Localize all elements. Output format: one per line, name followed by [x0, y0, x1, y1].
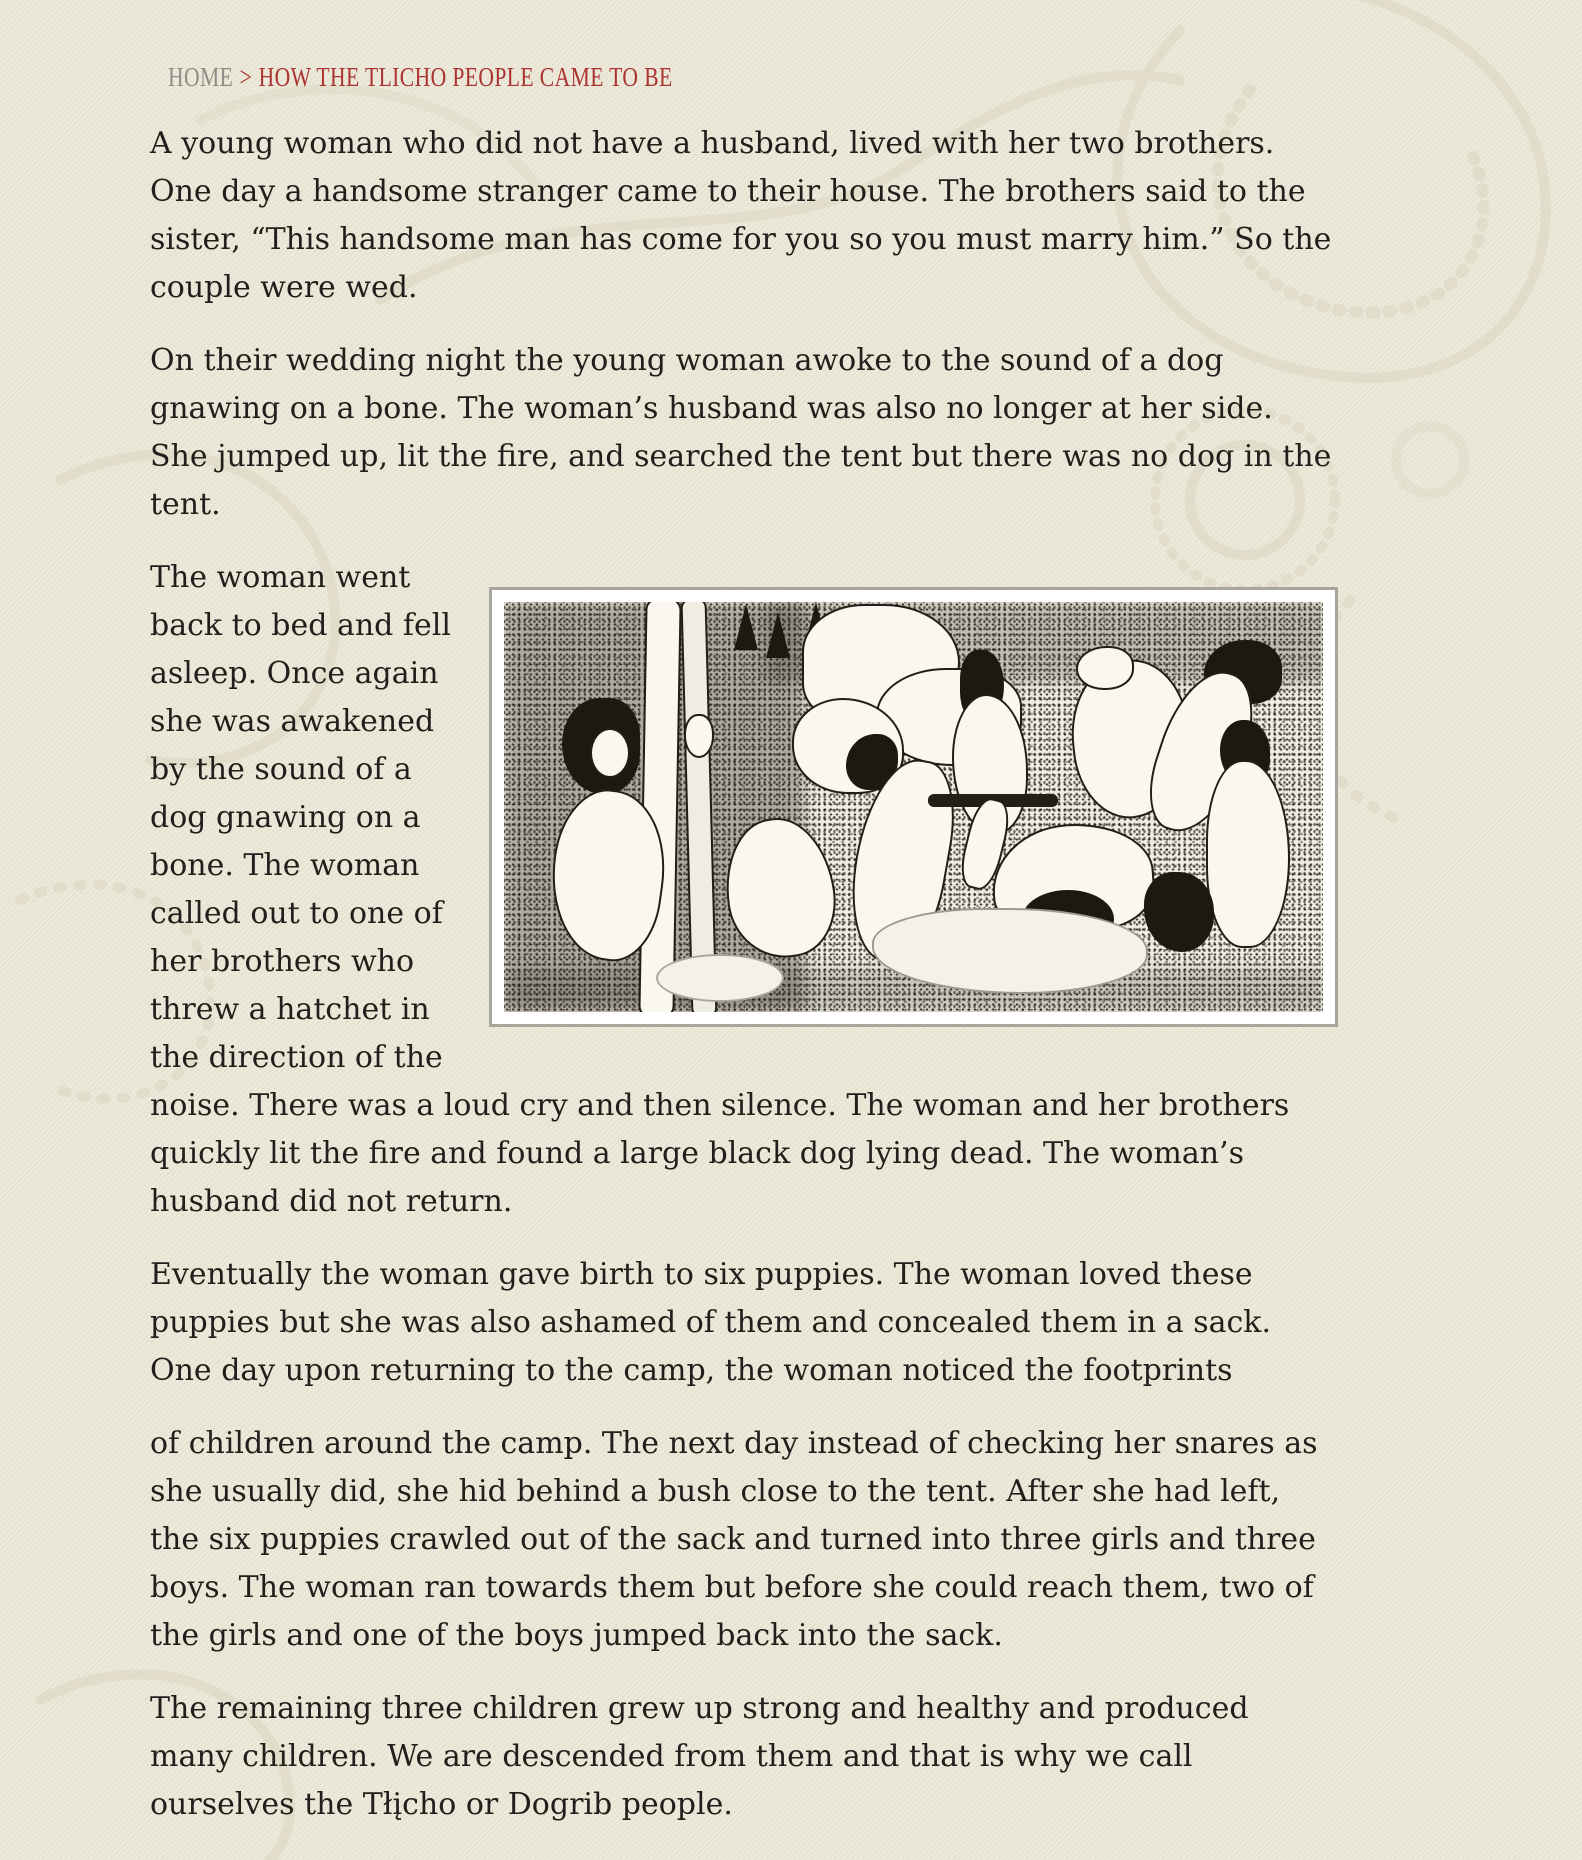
illustration-hanging-pouch — [684, 714, 714, 758]
breadcrumb-separator: > — [239, 62, 253, 92]
illustration-conifer — [734, 604, 758, 650]
illustration-animal-head — [1076, 646, 1134, 690]
breadcrumb — [168, 62, 1104, 92]
story-paragraph — [150, 1251, 1338, 1395]
story-paragraph-text: On their wedding night the young woman awoke to the sound of a dog gnawing on a bone. The woman’s husband was also no longer at her side. She jumped up, lit the fire, and searched the tent but there was no dog in the tent. — [150, 343, 1332, 522]
story-paragraph — [150, 1420, 1338, 1660]
story-paragraph-text: The woman went back to bed and fell asleep. Once again she was awakened by the sound of a dog gnawing on a bone. The woman called out to one of her brothers who threw a hatchet in the direction of the noise. There was a loud cry and then silence. The woman and her brothers quickly lit the fire and found a large black dog lying dead. The woman’s husband did not return. — [150, 560, 1290, 1219]
illustration-ground-patch — [656, 954, 784, 1002]
story-illustration-frame — [489, 587, 1338, 1027]
story-illustration — [504, 602, 1323, 1012]
illustration-dark-patch — [1144, 872, 1214, 952]
story-paragraph-text: The remaining three children grew up strong and healthy and produced many children. We are descended from them and that is why we call ourselves the Tłįcho or Dogrib people. — [150, 1691, 1249, 1822]
story-paragraph — [150, 120, 1338, 312]
illustration-child-face — [590, 728, 630, 778]
story-paragraph — [150, 337, 1338, 529]
story-paragraph-text: Eventually the woman gave birth to six puppies. The woman loved these puppies but she was also ashamed of them and concealed them in a sack. One day upon returning to the camp, the woman noticed the footprints — [150, 1257, 1272, 1388]
illustration-standing-child — [1206, 760, 1290, 948]
story-paragraph-text: of children around the camp. The next day instead of checking her snares as she usually did, she hid behind a bush close to the tent. After she had left, the six puppies crawled out of the sack and turned into three girls and three boys. The woman ran towards them but before she could reach them, two of the girls and one of the boys jumped back into the sack. — [150, 1426, 1318, 1653]
illustration-conifer — [766, 612, 790, 658]
breadcrumb-home-link[interactable]: HOME — [168, 62, 234, 92]
story-paragraph — [150, 554, 1338, 1226]
story-paragraph-text: A young woman who did not have a husband, lived with her two brothers. One day a handsome stranger came to their house. The brothers said to the sister, “This handsome man has come for you so you must marry him.” So the couple were wed. — [150, 126, 1332, 305]
story-paragraph — [150, 1685, 1338, 1829]
article — [150, 0, 1338, 1829]
breadcrumb-current-page: HOW THE TLICHO PEOPLE CAME TO BE — [258, 62, 673, 92]
